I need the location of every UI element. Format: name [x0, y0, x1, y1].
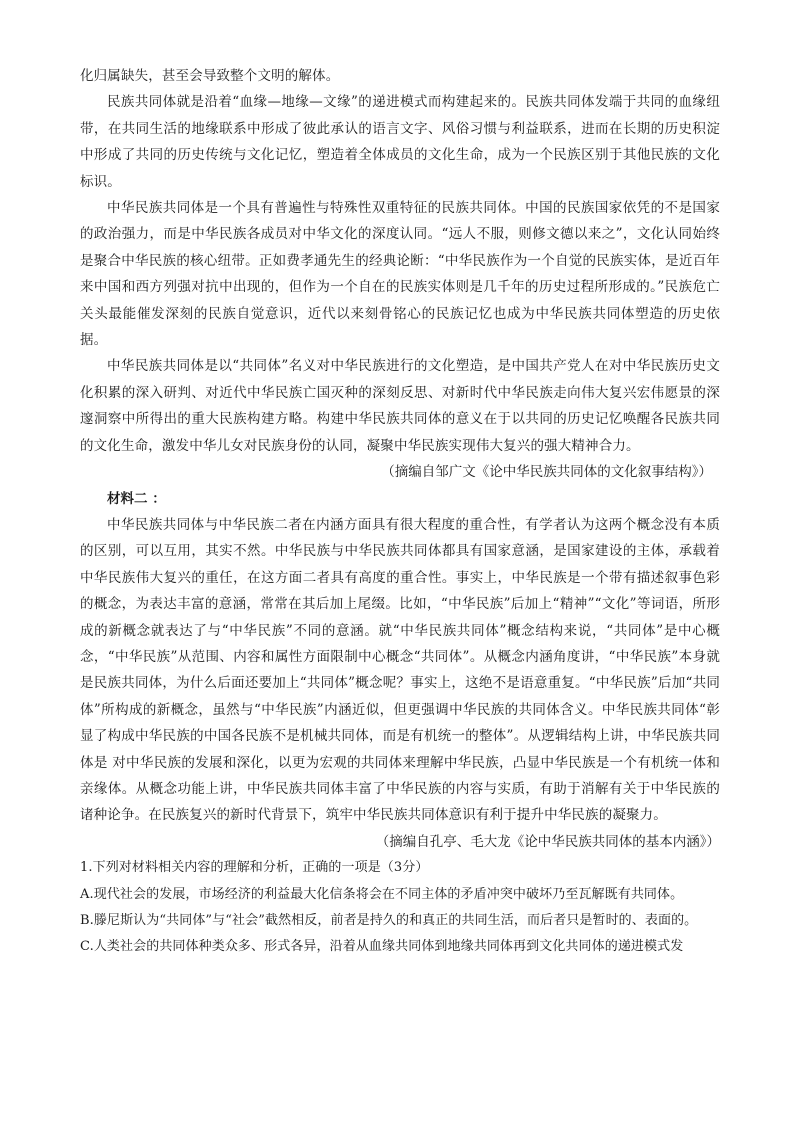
option-c: C.人类社会的共同体种类众多、形式各异，沿着从血缘共同体到地缘共同体再到文化共同体的递进模式发 [80, 939, 684, 955]
section-heading: 材料二 ： [107, 490, 166, 507]
paragraph: 中华民族共同体是以“共同体”名义对中华民族进行的文化塑造，是中国共产党人在对中华民族历史文化积累的深入研判、对近代中华民族亡国灭种的深刻反思、对新时代中华民族走向伟大复兴宏伟愿景的深邃洞察中所得出的重大民族构建方略。构建中华民族共同体的意义在于以共同的历史记忆唤醒各民族共同的文化生命，激发中华儿女对民族身份的认同，凝聚中华民族实现伟大复兴的强大精神合力。 [80, 358, 720, 454]
source-citation: （摘编自孔亭、毛大龙《论中华民族共同体的基本内涵》） [375, 833, 720, 850]
option-a: A.现代社会的发展，市场经济的利益最大化信条将会在不同主体的矛盾冲突中破坏乃至瓦解既有共同体。 [80, 886, 684, 902]
paragraph: 中华民族共同体是一个具有普遍性与特殊性双重特征的民族共同体。中国的民族国家依凭的不是国家的政治强力，而是中华民族各成员对中华文化的深度认同。“远人不服，则修文德以来之”，文化认同始终是聚合中华民族的核心纽带。正如费孝通先生的经典论断：“中华民族作为一个自觉的民族实体，是近百年来中国和西方列强对抗中出现的，但作为一个自在的民族实体则是几千年的历史过程所形成的。”民族危亡关头最能催发深刻的民族自觉意识，近代以来刻骨铭心的民族记忆也成为中华民族共同体塑造的历史依据。 [80, 200, 720, 349]
question-stem: 1.下列对材料相关内容的理解和分析，正确的一项是（3分） [80, 860, 429, 876]
source-citation: （摘编自邹广文《论中华民族共同体的文化叙事结构》） [381, 464, 712, 481]
option-b: B.滕尼斯认为“共同体”与“社会”截然相反，前者是持久的和真正的共同生活，而后者只是暂时的、表面的。 [80, 913, 698, 928]
paragraph: 化归属缺失，甚至会导致整个文明的解体。 [80, 68, 340, 84]
paragraph: 中华民族共同体与中华民族二者在内涵方面具有很大程度的重合性，有学者认为这两个概念没有本质的区别，可以互用，其实不然。中华民族与中华民族共同体都具有国家意涵，是国家建设的主体，承载着中华民族伟大复兴的重任，在这方面二者具有高度的重合性。事实上，中华民族是一个带有描述叙事色彩的概念，为表达丰富的意涵，常常在其后加上尾缀。比如，“中华民族”后加上“精神”“文化”等词语，所形成的新概念就表达了与“中华民族”不同的意涵。就“中华民族共同体”概念结构来说，“共同体”是中心概念，“中华民族”从范围、内容和属性方面限制中心概念“共同体”。从概念内涵角度讲，“中华民族”本身就是民族共同体，为什么后面还要加上“共同体”概念呢？事实上，这绝不是语意重复。“中华民族”后加“共同体”所构成的新概念，虽然与“中华民族”内涵近似，但更强调中华民族的共同体含义。中华民族共同体“彰显了构成中华民族的中国各民族不是机械共同体，而是有机统一的整体”。从逻辑结构上讲，中华民族共同体是 对中华民族的发展和深化，以更为宏观的共同体来理解中华民族，凸显中华民族是一个有机统一体和亲缘体。从概念功能上讲，中华民族共同体丰富了中华民族的内容与实质，有助于消解有关于中华民族的诸种论争。在民族复兴的新时代背景下，筑牢中华民族共同体意识有利于提升中华民族的凝聚力。 [80, 516, 720, 824]
paragraph: 民族共同体就是沿着“血缘—地缘—文缘”的递进模式而构建起来的。民族共同体发端于共同的血缘纽带，在共同生活的地缘联系中形成了彼此承认的语言文字、风俗习惯与利益联系，进而在长期的历史积淀中形成了共同的历史传统与文化记忆，塑造着全体成员的文化生命，成为一个民族区别于其他民族的文化标识。 [80, 94, 720, 190]
document-body [80, 63, 720, 961]
